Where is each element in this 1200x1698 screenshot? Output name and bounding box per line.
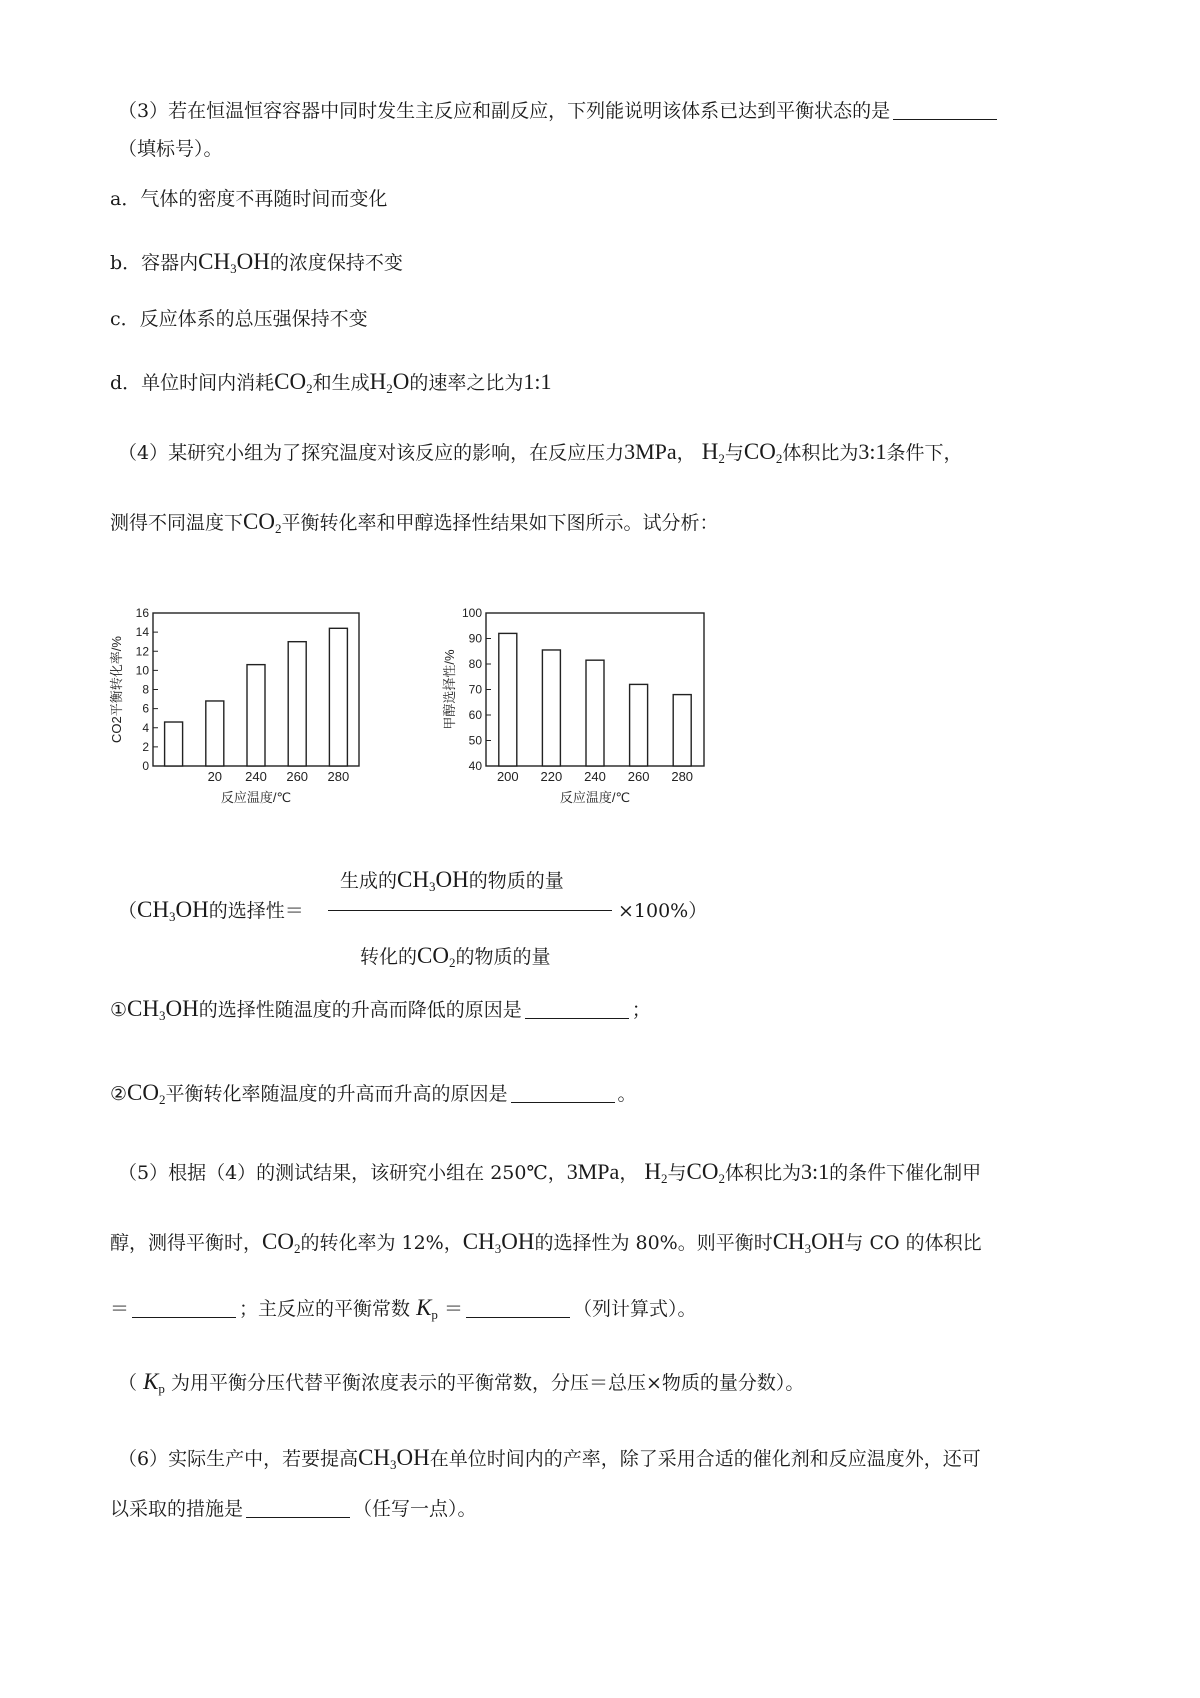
y-tick-label: 16	[135, 606, 149, 620]
y-tick-label: 8	[142, 682, 149, 697]
fraction-bar	[328, 910, 612, 911]
q4-sub1: $①CH_3OH$的选择性随温度的升高而降低的原因是 ；	[110, 996, 651, 1023]
q3-option-c: c．反应体系的总压强保持不变	[110, 308, 368, 330]
bar	[247, 665, 265, 766]
formula-co2: $CO_2$	[274, 369, 313, 396]
chart-co2-conversion-svg	[108, 595, 438, 820]
formula-co2: $CO_2$	[743, 439, 783, 466]
q4-line2: 测得不同温度下$CO_2$平衡转化率和甲醇选择性结果如下图所示。试分析：	[110, 509, 719, 536]
q6-blank[interactable]	[246, 1517, 350, 1518]
x-axis-label: 反应温度/℃	[559, 790, 631, 805]
y-tick-label: 14	[135, 625, 149, 640]
q4-sub2-blank[interactable]	[511, 1102, 615, 1103]
x-tick-label: 280	[327, 769, 350, 784]
q4-line1: （4）某研究小组为了探究温度对该反应的影响，在反应压力3MPa， $H_2$与$CO_2$体积比为3:1条件下，	[118, 439, 963, 466]
formula-numerator: 生成的$CH_3OH$的物质的量	[340, 867, 564, 894]
y-tick-label: 2	[142, 739, 149, 754]
x-tick-label: 280	[671, 769, 694, 784]
formula-lhs: （$CH_3OH$的选择性＝	[118, 897, 304, 924]
q5-note: （ $K_p$ 为用平衡分压代替平衡浓度表示的平衡常数，分压＝总压×物质的量分数）。	[118, 1369, 805, 1396]
q5-line1: （5）根据（4）的测试结果，该研究小组在 250℃，3MPa， $H_2$与$CO_2$体积比为3:1的条件下催化制甲	[118, 1159, 982, 1186]
q4-sub1-blank[interactable]	[525, 1018, 629, 1019]
chart-methanol-selectivity	[440, 595, 740, 820]
q3-option-b: b．容器内$CH_3OH$的浓度保持不变	[110, 249, 403, 276]
y-tick-label: 12	[135, 644, 149, 659]
x-tick-label: 20	[207, 769, 223, 784]
q3-stem-text: （3）若在恒温恒容容器中同时发生主反应和副反应，下列能说明该体系已达到平衡状态的是	[118, 100, 891, 122]
selectivity-formula	[118, 862, 738, 970]
q3-stem-cont: （填标号）。	[118, 138, 223, 160]
bar	[165, 722, 183, 766]
q5-ratio-blank[interactable]	[132, 1317, 236, 1318]
y-tick-label: 4	[142, 720, 149, 735]
y-axis-label: CO2平衡转化率/%	[109, 636, 124, 743]
q5-kp-blank[interactable]	[466, 1317, 570, 1318]
x-tick-label: 220	[540, 769, 563, 784]
bar	[586, 660, 604, 766]
q3-stem	[118, 102, 1000, 121]
formula-h2: $H_2$	[701, 439, 725, 466]
chart-methanol-selectivity-svg	[440, 595, 740, 820]
y-tick-label: 100	[461, 606, 482, 620]
chart-co2-conversion	[108, 595, 438, 820]
formula-rhs: ×100%）	[618, 900, 708, 922]
kp-symbol: $K_p$	[416, 1295, 438, 1322]
q5-line2: 醇，测得平衡时，$CO_2$的转化率为 12%，$CH_3OH$的选择性为 80%。则平衡时$CH_3OH$与 CO 的体积比	[110, 1229, 982, 1256]
x-axis-label: 反应温度/℃	[220, 790, 292, 805]
x-tick-label: 260	[286, 769, 309, 784]
y-tick-label: 40	[468, 759, 482, 773]
y-tick-label: 50	[468, 733, 482, 748]
bar	[542, 650, 560, 766]
bar	[288, 642, 306, 766]
y-tick-label: 90	[468, 631, 482, 646]
y-tick-label: 60	[468, 708, 482, 722]
formula-ch3oh: $CH_3OH$	[198, 249, 270, 276]
q4-sub2: $②CO_2$平衡转化率随温度的升高而升高的原因是 。	[110, 1080, 637, 1107]
q6-line1: （6）实际生产中，若要提高$CH_3OH$在单位时间内的产率，除了采用合适的催化剂和反应温度外，还可	[118, 1445, 981, 1472]
x-tick-label: 260	[627, 769, 650, 784]
formula-denominator: 转化的$CO_2$的物质的量	[360, 943, 551, 970]
q3-answer-blank[interactable]	[893, 119, 997, 120]
bar	[206, 701, 224, 766]
q6-line2: 以采取的措施是 （任写一点）。	[110, 1498, 477, 1520]
q3-option-a: a．气体的密度不再随时间而变化	[110, 188, 388, 210]
bar	[329, 628, 347, 766]
bar	[673, 695, 691, 766]
formula-h2o: $H_2O$	[369, 369, 410, 396]
y-tick-label: 80	[468, 657, 482, 671]
x-tick-label: 240	[245, 769, 267, 784]
y-axis-label: 甲醇选择性/%	[442, 649, 457, 730]
y-tick-label: 70	[468, 682, 482, 697]
bar	[499, 633, 517, 766]
q3-option-d: d．单位时间内消耗$CO_2$和生成$H_2O$的速率之比为1:1	[110, 369, 552, 396]
y-tick-label: 10	[135, 663, 149, 678]
x-tick-label: 200	[496, 769, 519, 784]
x-tick-label: 240	[584, 769, 606, 784]
y-tick-label: 0	[142, 759, 149, 773]
q5-line3: ＝ ；主反应的平衡常数 $K_p$ ＝ （列计算式）。	[110, 1295, 697, 1322]
formula-co2: $CO_2$	[243, 509, 282, 536]
bar	[630, 684, 648, 766]
y-tick-label: 6	[142, 701, 149, 716]
